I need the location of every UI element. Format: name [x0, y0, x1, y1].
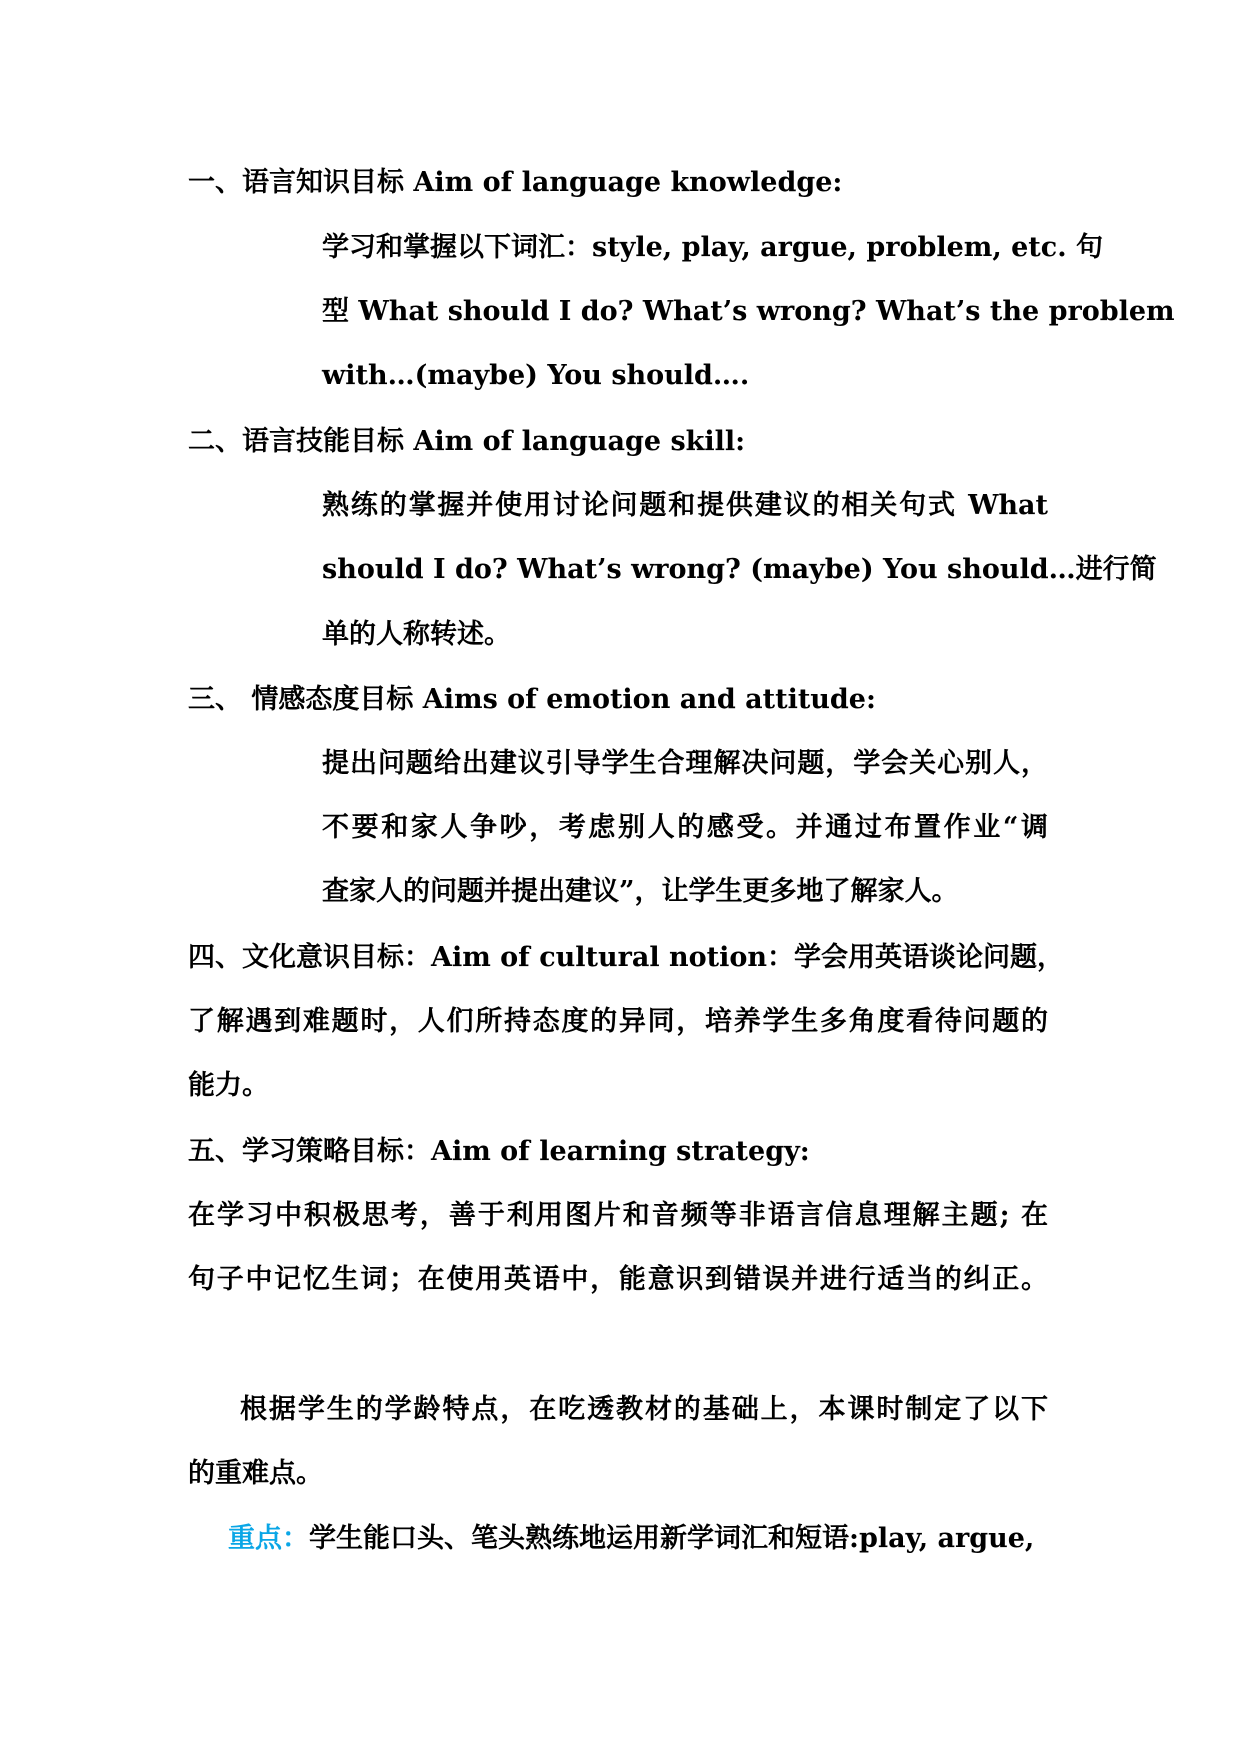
key-point-line — [228, 1521, 1034, 1557]
section-1-heading: 一、语言知识目标 Aim of language knowledge: — [188, 167, 843, 198]
section-1-line-3: with…(maybe) You should…. — [322, 360, 750, 391]
difficulty-intro-line-2: 的重难点。 — [188, 1458, 323, 1489]
key-point-label: 重点： — [228, 1523, 309, 1554]
section-1-line-2: 型 What should I do? What’s wrong? What’s the problem — [322, 296, 1175, 327]
key-point-text: 学生能口头、笔头熟练地运用新学词汇和短语:play, argue, — [309, 1523, 1035, 1554]
section-5-line-2: 句子中记忆生词；在使用英语中，能意识到错误并进行适当的纠正。 — [188, 1264, 1048, 1295]
section-2-line-1: 熟练的掌握并使用讨论问题和提供建议的相关句式 What — [322, 490, 1048, 521]
section-4-line-3: 能力。 — [188, 1070, 269, 1101]
section-4-line-1: 四、文化意识目标：Aim of cultural notion：学会用英语谈论问题， — [188, 942, 1065, 973]
section-1-line-1: 学习和掌握以下词汇：style, play, argue, problem, etc. 句 — [322, 232, 1104, 263]
section-3-line-3: 查家人的问题并提出建议”，让学生更多地了解家人。 — [322, 876, 959, 907]
section-3-line-2: 不要和家人争吵，考虑别人的感受。并通过布置作业“调 — [322, 812, 1048, 843]
difficulty-intro-line-1: 根据学生的学龄特点，在吃透教材的基础上，本课时制定了以下 — [240, 1394, 1048, 1425]
section-3-heading: 三、 情感态度目标 Aims of emotion and attitude: — [188, 684, 876, 715]
section-5-heading: 五、学习策略目标：Aim of learning strategy: — [188, 1136, 810, 1167]
section-3-line-1: 提出问题给出建议引导学生合理解决问题，学会关心别人， — [322, 748, 1048, 779]
section-4-line-2: 了解遇到难题时，人们所持态度的异同，培养学生多角度看待问题的 — [188, 1006, 1048, 1037]
section-2-heading: 二、语言技能目标 Aim of language skill: — [188, 426, 746, 457]
section-5-line-1: 在学习中积极思考，善于利用图片和音频等非语言信息理解主题; 在 — [188, 1200, 1048, 1231]
section-2-line-2: should I do? What’s wrong? (maybe) You should…进行简 — [322, 554, 1157, 585]
section-2-line-3: 单的人称转述。 — [322, 619, 511, 650]
